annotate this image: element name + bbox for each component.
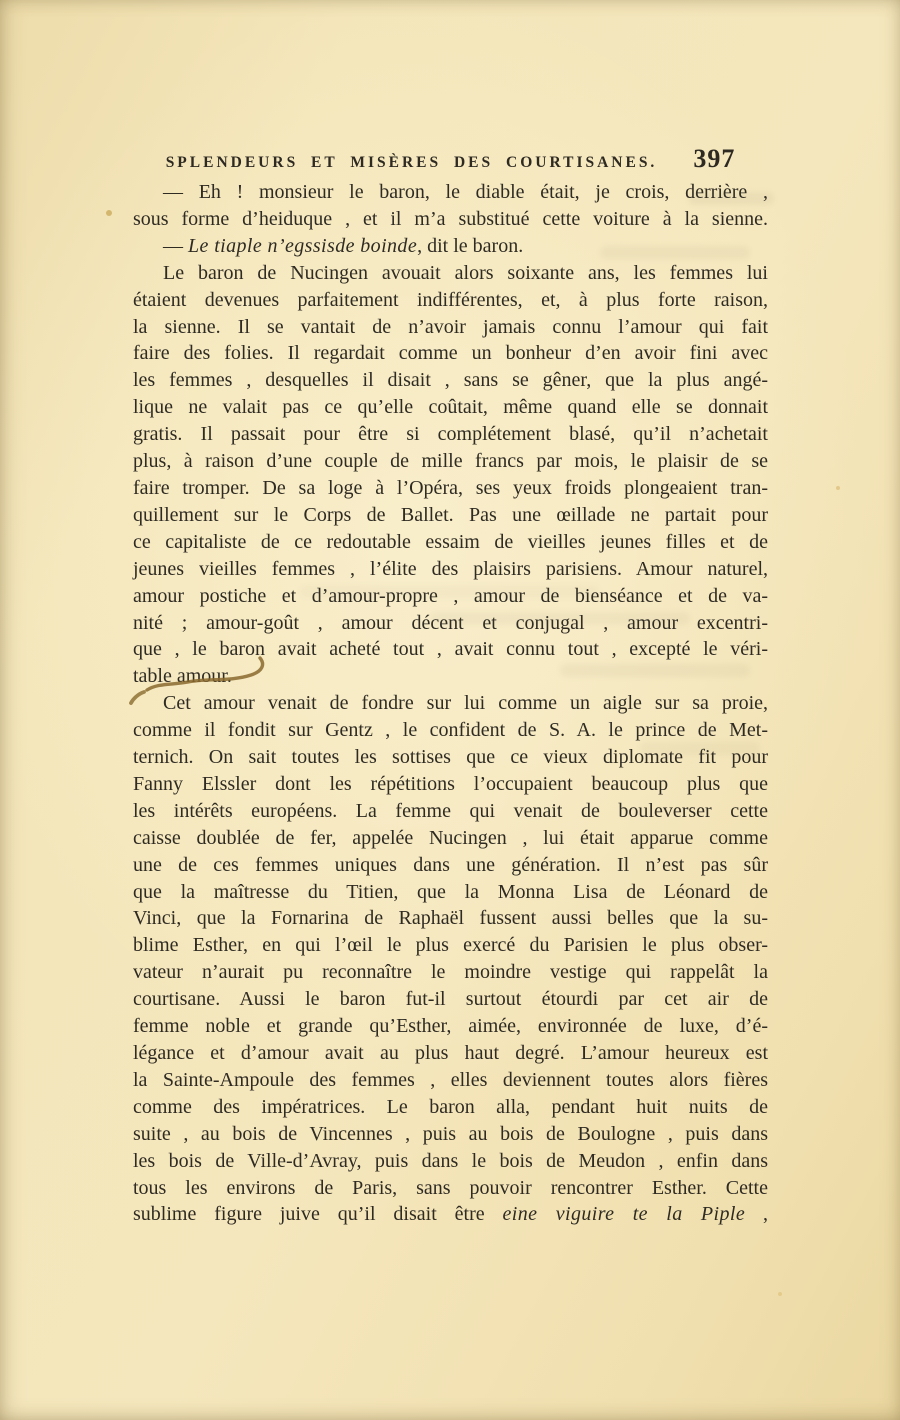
text-line (133, 1121, 768, 1148)
text-line (133, 556, 768, 583)
text-run: faire tromper. De sa loge à l’Opéra, ses yeux froids plongeaient tran- (133, 476, 768, 499)
text-line (133, 367, 768, 394)
text-line (133, 825, 768, 852)
text-line (133, 1201, 768, 1228)
italic-text-run: Le tiaple n’egssisde boinde (188, 234, 418, 257)
text-run: , (745, 1203, 769, 1226)
text-line (133, 905, 768, 932)
text-run: comme des impératrices. Le baron alla, pendant huit nuits de (133, 1095, 768, 1118)
text-line (133, 340, 768, 367)
text-run: la Sainte-Ampoule des femmes , elles deviennent toutes alors fières (133, 1068, 768, 1091)
text-line (133, 475, 768, 502)
text-run: lique ne valait pas ce qu’elle coûtait, même quand elle se donnait (133, 396, 768, 419)
text-run: comme il fondit sur Gentz , le confident de S. A. le prince de Met- (133, 719, 768, 742)
text-run: sous forme d’heiduque , et il m’a substitué cette voiture à la sienne. (133, 207, 768, 230)
text-run: tous les environs de Paris, sans pouvoir rencontrer Esther. Cette (133, 1176, 768, 1199)
text-run: Cet amour venait de fondre sur lui comme un aigle sur sa proie, (163, 692, 768, 715)
text-run: Fanny Elssler dont les répétitions l’occupaient beaucoup plus que (133, 772, 768, 795)
text-line (133, 1148, 768, 1175)
text-line (133, 959, 768, 986)
text-run: amour postiche et d’amour-propre , amour de bienséance et de va- (133, 584, 768, 607)
text-line (133, 179, 768, 206)
show-through-ghost (600, 246, 750, 259)
text-line (133, 1094, 768, 1121)
text-run: — Eh ! monsieur le baron, le diable était, je crois, derrière , (163, 181, 768, 203)
text-line (133, 314, 768, 341)
text-run: , dit le baron. (417, 234, 524, 257)
text-line (133, 1013, 768, 1040)
show-through-ghost (430, 612, 690, 625)
show-through-ghost (640, 742, 760, 755)
text-line (133, 206, 768, 233)
text-line (133, 932, 768, 959)
text-run: sublime figure juive qu’il disait être (133, 1203, 503, 1226)
running-head-title: SPLENDEURS ET MISÈRES DES COURTISANES. (165, 154, 658, 171)
text-run: les femmes , desquelles il disait , sans se gêner, que la plus angé- (133, 369, 768, 392)
text-line (133, 636, 768, 663)
text-run: jeunes vieilles femmes , l’élite des plaisirs parisiens. Amour naturel, (133, 557, 768, 580)
text-run: une de ces femmes uniques dans une génération. Il n’est pas sûr (133, 853, 768, 876)
text-run: que la maîtresse du Titien, que la Monna Lisa de Léonard de (133, 880, 768, 903)
paper-speck (836, 486, 840, 490)
text-run: les intérêts européens. La femme qui venait de bouleverser cette (133, 799, 768, 822)
running-head (133, 144, 768, 174)
text-line (133, 771, 768, 798)
text-run: vateur n’aurait pu reconnaître le moindre vestige qui rappelât la (133, 961, 768, 984)
text-line (133, 986, 768, 1013)
text-run: Le baron de Nucingen avouait alors soixante ans, les femmes lui (163, 261, 768, 284)
text-line (133, 529, 768, 556)
text-line (133, 448, 768, 475)
text-run: quillement sur le Corps de Ballet. Pas une œillade ne partait pour (133, 503, 768, 526)
text-line (133, 1175, 768, 1202)
text-run: blime Esther, en qui l’œil le plus exercé du Parisien le plus obser- (133, 934, 768, 957)
paper-speck (106, 210, 112, 216)
text-run: plus, à raison d’une couple de mille francs par mois, le plaisir de se (133, 450, 768, 473)
text-run: légance et d’amour avait au plus haut degré. L’amour heureux est (133, 1042, 768, 1064)
text-line (133, 260, 768, 287)
text-line (133, 394, 768, 421)
text-run: que , le baron avait acheté tout , avait connu tout , excepté le véri- (133, 638, 768, 661)
show-through-ghost (560, 664, 750, 677)
text-run: — (163, 234, 188, 257)
text-run: faire des folies. Il regardait comme un bonheur d’en avoir fini avec (133, 342, 768, 365)
text-run: les bois de Ville-d’Avray, puis dans le bois de Meudon , enfin dans (133, 1149, 768, 1172)
text-run: ternich. On sait toutes les sottises que ce vieux diplomate fit pour (133, 746, 768, 769)
text-block (133, 179, 768, 1228)
paper-speck (778, 1292, 782, 1296)
text-line (133, 421, 768, 448)
text-line (133, 287, 768, 314)
text-line (133, 879, 768, 906)
text-run: la sienne. Il se vantait de n’avoir jamais connu l’amour qui fait (133, 315, 768, 338)
text-run: table amour. (133, 665, 232, 688)
text-line (133, 690, 768, 717)
page-number: 397 (693, 144, 736, 173)
text-line (133, 502, 768, 529)
text-line (133, 798, 768, 825)
text-line (133, 852, 768, 879)
text-run: suite , au bois de Vincennes , puis au bois de Boulogne , puis dans (133, 1122, 768, 1145)
text-run: caisse doublée de fer, appelée Nucingen , lui était apparue comme (133, 826, 768, 849)
text-line (133, 717, 768, 744)
text-line (133, 1067, 768, 1094)
show-through-ghost (300, 585, 600, 598)
text-line (133, 1040, 768, 1067)
text-run: femme noble et grande qu’Esther, aimée, environnée de luxe, d’é- (133, 1015, 768, 1038)
italic-text-run: eine viguire te la Piple (502, 1203, 746, 1226)
text-run: courtisane. Aussi le baron fut-il surtout étourdi par cet air de (133, 988, 768, 1011)
text-run: Vinci, que la Fornarina de Raphaël fussent aussi belles que la su- (133, 907, 768, 930)
text-run: ce capitaliste de ce redoutable essaim de vieilles jeunes filles et de (133, 530, 768, 553)
show-through-ghost (688, 192, 774, 205)
text-run: nité ; amour-goût , amour décent et conjugal , amour excentri- (133, 611, 768, 634)
text-run: étaient devenues parfaitement indifférentes, et, à plus forte raison, (133, 288, 768, 311)
text-run: gratis. Il passait pour être si complétement blasé, qu’il n’achetait (133, 423, 768, 446)
